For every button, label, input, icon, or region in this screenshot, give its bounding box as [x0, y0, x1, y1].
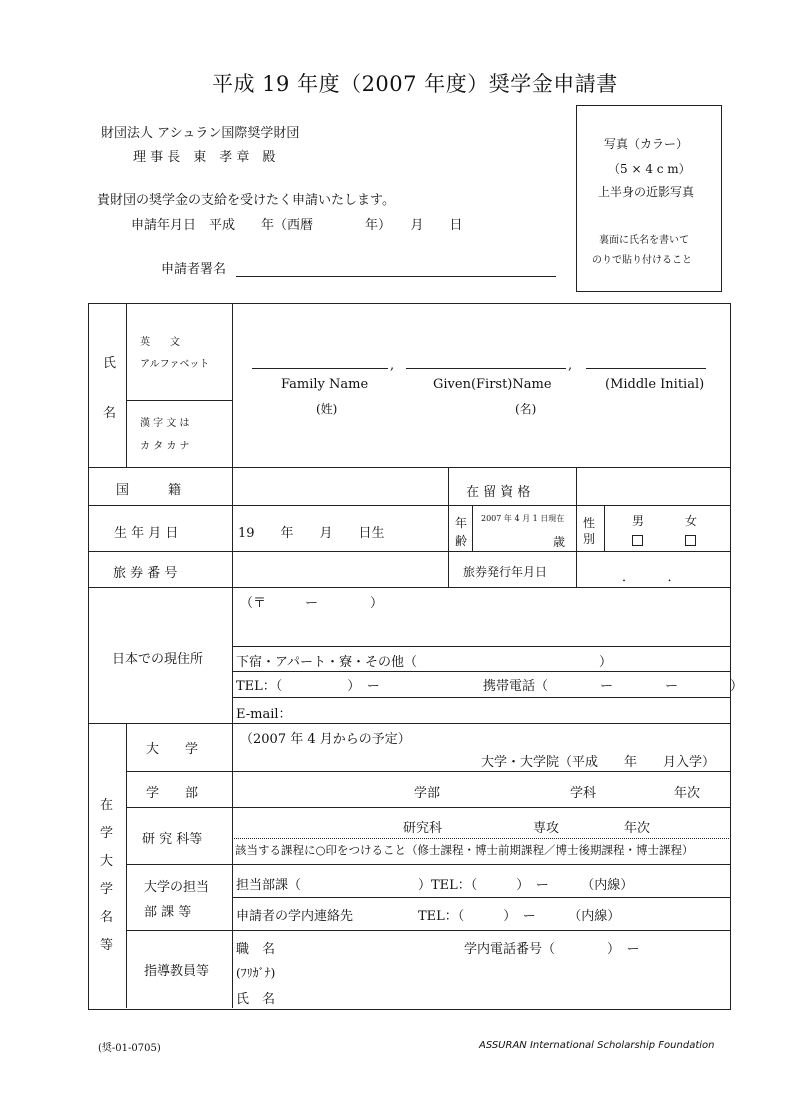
- mobile-field[interactable]: 携帯電話（ ー ー ）: [483, 679, 744, 694]
- application-date-label: 申請年月日 平成 年（西暦 年） 月 日: [131, 218, 463, 233]
- university-note: （2007 年 4 月からの予定）: [240, 732, 411, 747]
- passport-number-field[interactable]: [238, 556, 443, 583]
- comma-1: ,: [390, 358, 395, 373]
- university-field[interactable]: 大学・大学院（平成 年 月入学）: [481, 755, 716, 770]
- mei-label: (名): [515, 402, 537, 416]
- male-checkbox[interactable]: [632, 535, 643, 546]
- residence-type-field[interactable]: 下宿・アパート・寮・その他（ ）: [236, 655, 612, 670]
- office-label-1: 大学の担当: [144, 880, 210, 895]
- passport-issue-field[interactable]: ． ．: [622, 570, 681, 585]
- sei-label: (姓): [316, 402, 338, 416]
- foundation-name: 財団法人 アシュラン国際奨学財団: [101, 126, 300, 141]
- photo-line3: 上半身の近影写真: [598, 185, 695, 199]
- nationality-label: 国 籍: [116, 483, 182, 498]
- office-label-2: 部 課 等: [144, 905, 192, 920]
- photo-line1: 写真（カラー）: [604, 137, 689, 151]
- university-side-label: 在 学 大 学 名 等: [100, 798, 114, 953]
- name-label-2: 名: [103, 406, 117, 421]
- signature-label: 申請者署名: [161, 262, 227, 277]
- request-statement: 貴財団の奨学金の支給を受けたく申請いたします。: [97, 193, 395, 208]
- campus-contact-field[interactable]: 申請者の学内連絡先 TEL：（ ） ー （内線）: [236, 909, 621, 924]
- university-label: 大 学: [146, 742, 199, 757]
- age-unit: 歳: [553, 535, 566, 549]
- age-label-2: 齢: [455, 534, 468, 548]
- family-name-label: Family Name: [281, 377, 369, 392]
- passport-number-label: 旅 券 番 号: [113, 566, 178, 581]
- faculty-field[interactable]: 学部 学科 年次: [414, 786, 701, 801]
- kanji-label-1: 漢 字 文 は: [140, 418, 190, 429]
- chairman-name: 理 事 長 東 孝 章 殿: [133, 150, 276, 165]
- photo-note1: 裏面に氏名を書いて: [599, 235, 689, 246]
- advisor-label: 指導教員等: [144, 964, 210, 979]
- advisor-phone-field[interactable]: 学内電話番号（ ） ー: [464, 942, 640, 957]
- male-label: 男: [632, 514, 645, 528]
- photo-note2: のりで貼り付けること: [592, 255, 692, 266]
- signature-field[interactable]: [236, 276, 556, 277]
- email-field[interactable]: E-mail：: [236, 707, 292, 722]
- name-label-1: 氏: [103, 356, 117, 371]
- age-reference-note: 2007 年 4 月 1 日現在: [481, 514, 565, 523]
- photo-line2: （5 × 4 c m）: [608, 162, 691, 176]
- graduate-school-field[interactable]: 研究科 専攻 年次: [403, 821, 651, 836]
- tel-field[interactable]: TEL：（ ） ー: [236, 679, 380, 694]
- advisor-furigana-field[interactable]: (ﾌﾘｶﾞﾅ): [236, 966, 276, 980]
- middle-initial-field[interactable]: [586, 368, 706, 369]
- comma-2: ,: [568, 358, 573, 373]
- advisor-name-field[interactable]: 氏 名: [236, 992, 276, 1007]
- address-label: 日本での現住所: [112, 652, 204, 667]
- birth-date-label: 生 年 月 日: [114, 526, 179, 541]
- age-label-1: 年: [455, 516, 468, 530]
- course-instruction: 該当する課程に○印をつけること（修士課程・博士前期課程／博士後期課程・博士課程）: [235, 843, 694, 857]
- sex-label-2: 別: [583, 532, 596, 546]
- passport-issue-label: 旅券発行年月日: [463, 565, 548, 579]
- kanji-label-2: カ タ カ ナ: [140, 441, 190, 452]
- family-name-field[interactable]: [252, 368, 388, 369]
- footer-organization: ASSURAN International Scholarship Foundation: [479, 1040, 715, 1051]
- given-name-field[interactable]: [406, 368, 566, 369]
- alpha-label-2: アルファベット: [140, 359, 210, 370]
- postal-code-field[interactable]: （〒 ー ）: [240, 596, 384, 611]
- residence-status-label: 在 留 資 格: [466, 485, 531, 500]
- alpha-label-1: 英 文: [140, 337, 180, 348]
- middle-initial-label: (Middle Initial): [605, 377, 705, 392]
- graduate-school-label: 研 究 科等: [142, 832, 203, 847]
- female-label: 女: [685, 514, 698, 528]
- page-title: 平成 19 年度（2007 年度）奨学金申請書: [212, 72, 618, 96]
- female-checkbox[interactable]: [685, 535, 696, 546]
- advisor-title-field[interactable]: 職 名: [236, 942, 276, 957]
- nationality-field[interactable]: [238, 472, 443, 500]
- given-name-label: Given(First)Name: [433, 377, 552, 392]
- residence-status-field[interactable]: [582, 472, 725, 500]
- birth-date-field[interactable]: 19 年 月 日生: [238, 526, 385, 541]
- faculty-label: 学 部: [146, 786, 199, 801]
- kanji-name-field[interactable]: [240, 410, 720, 460]
- sex-label-1: 性: [583, 516, 596, 530]
- office-department-field[interactable]: 担当部課（ ）TEL：（ ） ー （内線）: [236, 878, 634, 893]
- form-code: (奨-01-0705): [98, 1043, 161, 1054]
